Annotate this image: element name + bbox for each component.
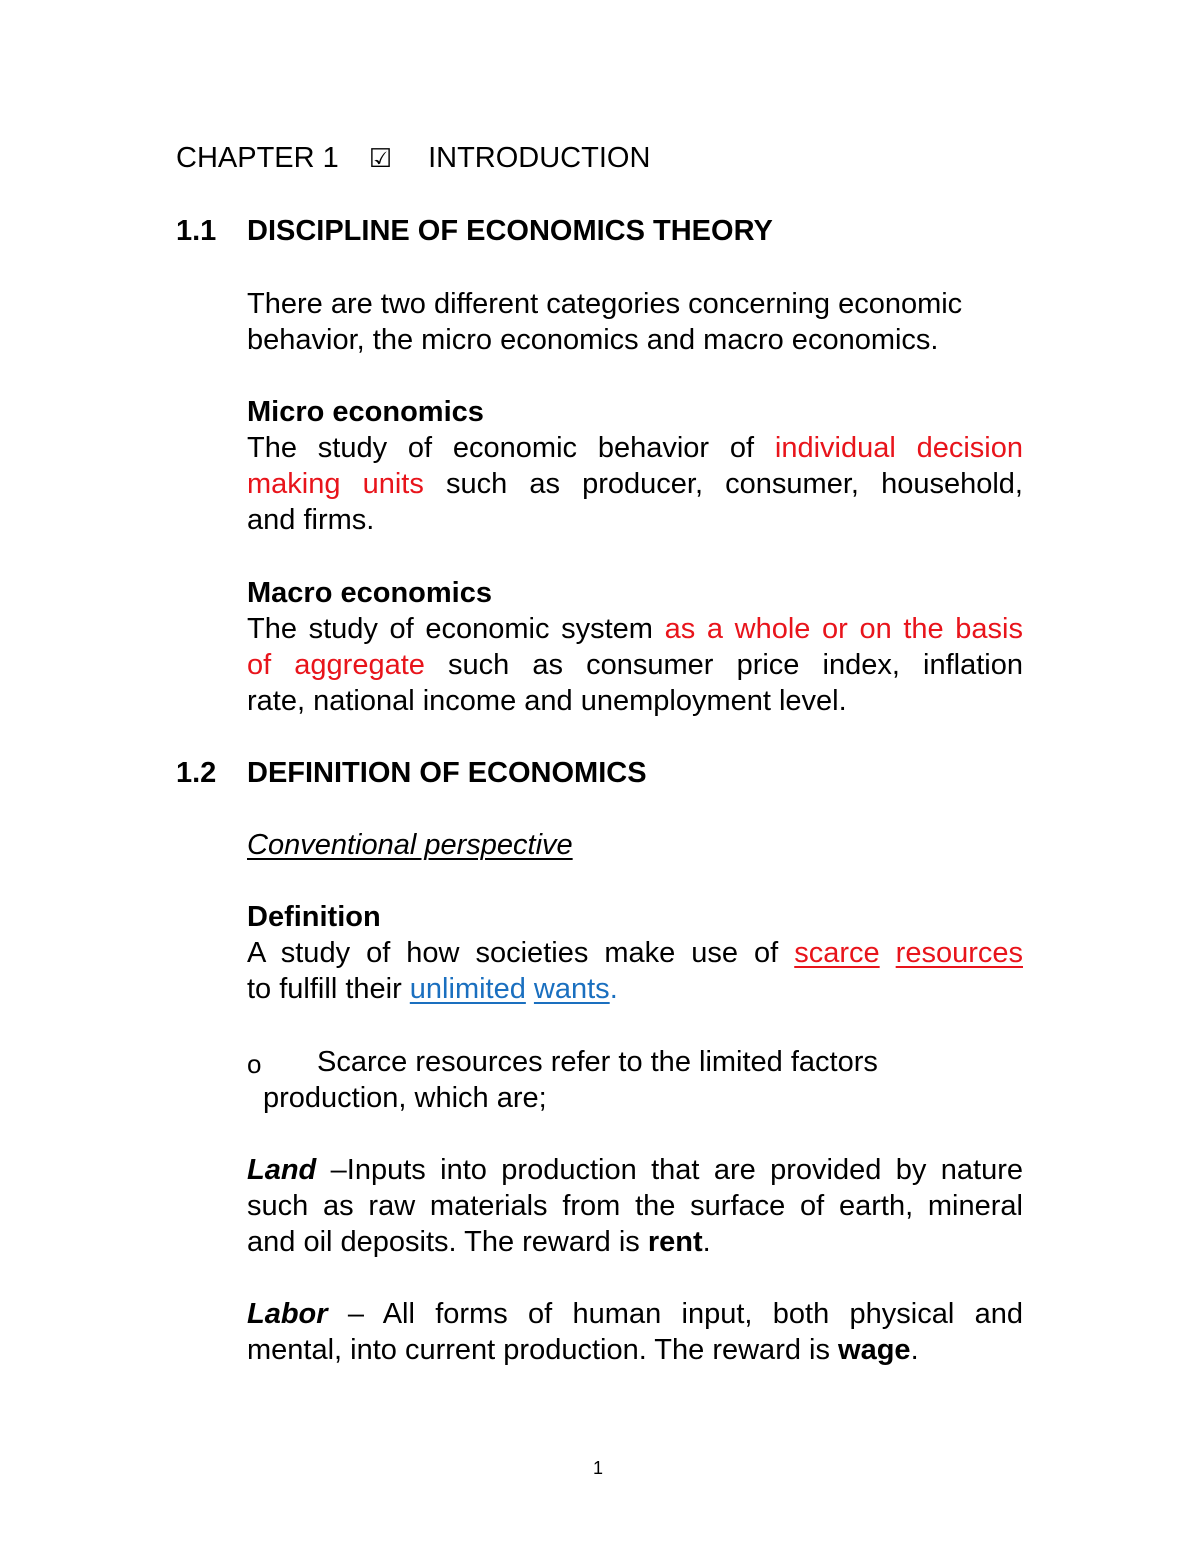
macro-text: The study of economic system — [247, 613, 665, 645]
section-title-1-1: DISCIPLINE OF ECONOMICS THEORY — [247, 215, 773, 247]
macro-emphasis: as a whole or on the basis — [664, 613, 1023, 645]
land-paragraph — [247, 1152, 1023, 1260]
labor-line-2 — [247, 1332, 1023, 1368]
wage-term: wage — [838, 1334, 911, 1366]
section-number-1-2: 1.2 — [176, 757, 217, 789]
micro-economics-heading: Micro economics — [247, 396, 484, 428]
definition-heading: Definition — [247, 901, 381, 933]
chapter-label: CHAPTER 1 — [176, 142, 339, 174]
definition-paragraph — [247, 935, 1023, 1007]
micro-text: The study of economic behavior of — [247, 432, 775, 464]
labor-term: Labor — [247, 1298, 328, 1330]
section-number-1-1: 1.1 — [176, 215, 217, 247]
micro-text-2: such as producer, consumer, household, — [423, 468, 1023, 500]
land-line-2: such as raw materials from the surface of earth, mineral — [247, 1190, 1023, 1222]
conventional-perspective-label: Conventional perspective — [247, 829, 573, 861]
bullet-circle-icon: o — [247, 1049, 262, 1079]
micro-economics-paragraph — [247, 430, 1023, 538]
macro-economics-paragraph — [247, 611, 1023, 719]
definition-line-2 — [247, 971, 1023, 1007]
intro-paragraph-line-2: behavior, the micro economics and macro economics. — [247, 324, 939, 356]
labor-paragraph — [247, 1296, 1023, 1368]
land-line-1 — [247, 1152, 1023, 1188]
definition-period: . — [609, 973, 618, 1005]
land-term: Land — [247, 1154, 317, 1186]
definition-text-2: to fulfill their — [247, 973, 410, 1005]
page-number: 1 — [593, 1458, 604, 1478]
land-text: –Inputs into production that are provided by nature — [316, 1154, 1023, 1186]
intro-paragraph-line-1: There are two different categories concerning economic — [247, 288, 963, 320]
macro-line-2 — [247, 647, 1023, 683]
chapter-heading — [176, 140, 650, 177]
bullet-line-1: Scarce resources refer to the limited factors — [317, 1046, 878, 1078]
checkbox-icon: ☑ — [368, 144, 393, 174]
labor-text-2: mental, into current production. The reward is — [247, 1334, 839, 1366]
unlimited-term: unlimited — [409, 973, 526, 1005]
wants-term: wants — [533, 973, 610, 1005]
macro-line-1 — [247, 611, 1023, 647]
micro-emphasis-2: making units — [247, 468, 424, 500]
resources-term: resources — [895, 937, 1023, 969]
chapter-title: INTRODUCTION — [428, 142, 651, 174]
rent-term: rent — [647, 1226, 703, 1258]
labor-text: – All forms of human input, both physical and — [327, 1298, 1023, 1330]
land-text-3: and oil deposits. The reward is — [247, 1226, 648, 1258]
macro-text-2: such as consumer price index, inflation — [424, 649, 1023, 681]
macro-economics-heading: Macro economics — [247, 577, 492, 609]
definition-line-1 — [247, 935, 1023, 971]
section-title-1-2: DEFINITION OF ECONOMICS — [247, 757, 647, 789]
micro-line-3: and firms. — [247, 504, 375, 536]
micro-line-1 — [247, 430, 1023, 466]
scarce-term: scarce — [794, 937, 880, 969]
land-line-3 — [247, 1224, 1023, 1260]
micro-line-2 — [247, 466, 1023, 502]
land-period: . — [702, 1226, 711, 1258]
bullet-line-2: production, which are; — [263, 1082, 547, 1114]
micro-emphasis: individual decision — [774, 432, 1023, 464]
labor-period: . — [910, 1334, 919, 1366]
definition-text: A study of how societies make use of — [247, 937, 795, 969]
macro-line-3: rate, national income and unemployment level. — [247, 685, 847, 717]
labor-line-1 — [247, 1296, 1023, 1332]
macro-emphasis-2: of aggregate — [247, 649, 425, 681]
